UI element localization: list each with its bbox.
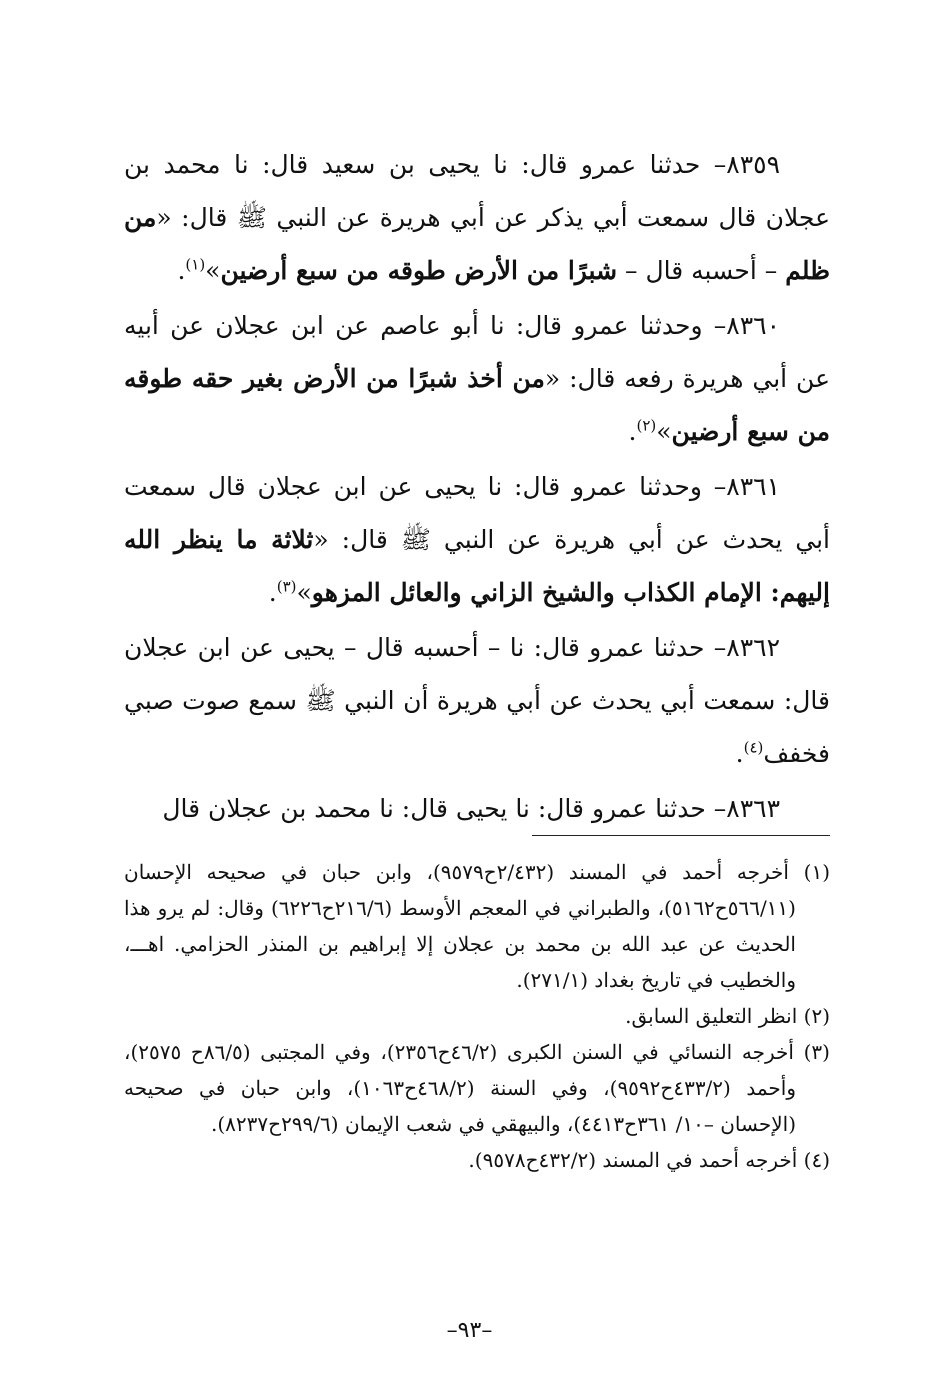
hadith-quote-bold: من أخذ شبرًا من الأرض بغير حقه طوقه من سبع أرضين (124, 364, 830, 446)
hadith-8360 (124, 299, 830, 458)
period: . (268, 578, 277, 607)
quote-close: » (296, 578, 312, 607)
footnote-1: (١) أخرجه أحمد في المسند (٢/٤٣٢ح٩٥٧٩)، وابن حبان في صحيحه الإحسان (٥٦٦/١١ح٥١٦٢)، والطبراني في المعجم الأوسط (٢١٦/٦ح٦٢٢٦) وقال: لم يرو هذا الحديث عن عبد الله بن محمد بن عجلان إلا إبراهيم بن المنذر الحزامي. اهـــ، والخطيب في تاريخ بغداد (٢٧١/١). (124, 860, 830, 992)
period: . (628, 417, 637, 446)
hadith-8363 (124, 782, 830, 835)
period: . (735, 739, 744, 768)
quote-close: » (656, 417, 672, 446)
footnote-separator (532, 835, 830, 836)
hadith-text: ٨٣٦٢– حدثنا عمرو قال: نا – أحسبه قال – يحيى عن ابن عجلان قال: سمعت أبي يحدث عن أبي هريرة أن النبي ﷺ سمع صوت صبي فخفف (124, 633, 830, 768)
period: . (177, 256, 186, 285)
quote-close: » (205, 256, 221, 285)
hadith-8361 (124, 460, 830, 619)
hadith-text: ٨٣٦٠– وحدثنا عمرو قال: نا أبو عاصم عن ابن عجلان عن أبيه عن أبي هريرة رفعه قال: « (124, 311, 830, 393)
hadith-text: – أحسبه قال – (617, 256, 786, 285)
hadith-quote-bold: ثلاثة ما ينظر الله إليهم: الإمام الكذاب والشيخ الزاني والعائل المزهو (124, 525, 830, 607)
hadith-text: ٨٣٦٣– حدثنا عمرو قال: نا يحيى قال: نا محمد بن عجلان قال (162, 794, 780, 823)
footnotes (124, 854, 830, 1178)
hadith-text: ٨٣٦١– وحدثنا عمرو قال: نا يحيى عن ابن عجلان قال سمعت أبي يحدث عن أبي هريرة عن النبي ﷺ قال: « (124, 472, 831, 554)
footnote-2: (٢) انظر التعليق السابق. (625, 1004, 830, 1028)
footnote-ref[interactable]: (١) (185, 255, 206, 274)
hadith-text: ٨٣٥٩– حدثنا عمرو قال: نا يحيى بن سعيد قال: نا محمد بن عجلان قال سمعت أبي يذكر عن أبي هريرة عن النبي ﷺ قال: « (124, 150, 830, 232)
footnote-ref[interactable]: (٣) (276, 577, 297, 596)
hadith-8362 (124, 621, 830, 780)
hadith-8359 (124, 138, 830, 297)
footnote-ref[interactable]: (٢) (636, 416, 657, 435)
footnote-3: (٣) أخرجه النسائي في السنن الكبرى (٤٦/٢ح٢٣٥٦)، وفي المجتبى (٨٦/٥ح ٢٥٧٥)، وأحمد (٤٣٣/٢ح٩٥٩٢)، وفي السنة (٤٦٨/٢ح١٠٦٣)، وابن حبان في صحيحه (الإحسان –١٠/ ٣٦١ح٤٤١٣)، والبيهقي في شعب الإيمان (٢٩٩/٦ح٨٢٣٧). (124, 1040, 830, 1136)
main-text (124, 138, 830, 837)
hadith-quote-bold: شبرًا من الأرض طوقه من سبع أرضين (220, 256, 618, 285)
page-number: –٩٣– (446, 1318, 493, 1343)
hadith-quote-bold: من ظلم (124, 203, 830, 285)
footnote-ref[interactable]: (٤) (743, 738, 764, 757)
footnote-4: (٤) أخرجه أحمد في المسند (٤٣٢/٢ح٩٥٧٨). (468, 1148, 830, 1172)
